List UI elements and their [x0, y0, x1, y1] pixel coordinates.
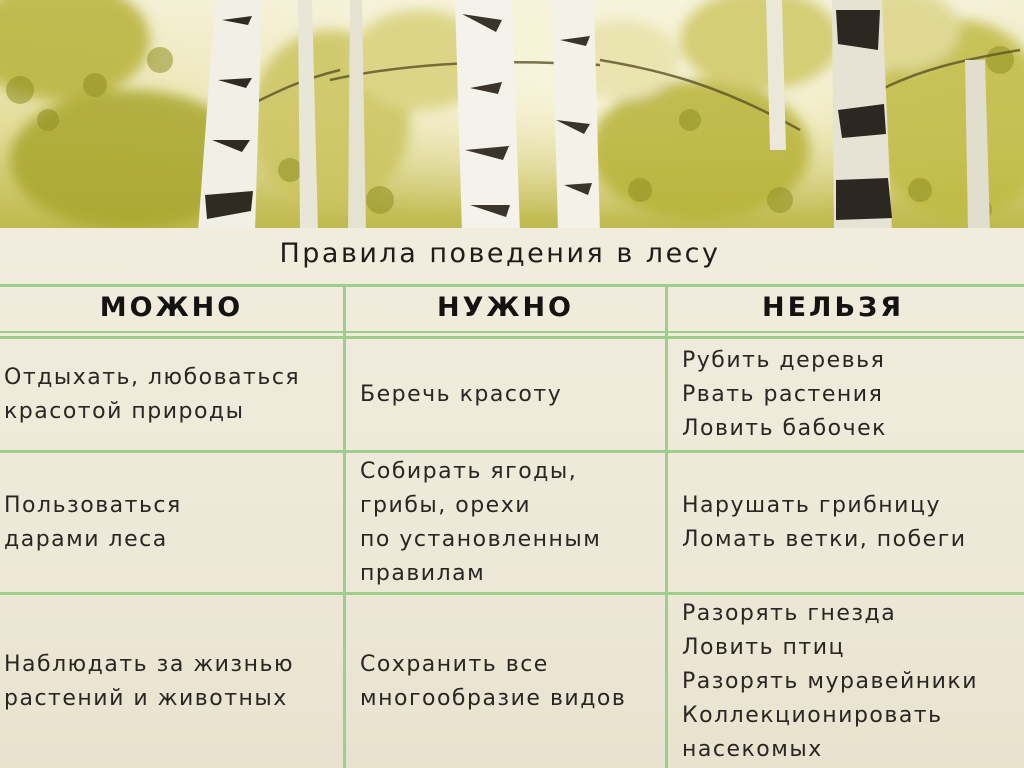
cell-line: грибы, орехи	[360, 492, 532, 518]
cell-line: Сохранить все	[360, 651, 549, 677]
cell-line: Наблюдать за жизнью	[4, 651, 294, 677]
table-column-divider	[343, 286, 346, 768]
column-header-forbidden: НЕЛЬЗЯ	[761, 292, 905, 323]
table-cell-can	[4, 595, 340, 768]
cell-line: насекомых	[682, 736, 823, 762]
cell-line: дарами леса	[4, 526, 168, 552]
table-border-under-header	[0, 331, 1024, 333]
cell-line: правилам	[360, 560, 486, 586]
birch-trunk	[552, 0, 600, 232]
cell-line: Пользоваться	[4, 492, 182, 518]
cell-line: по установленным	[360, 526, 602, 552]
cell-line: Беречь красоту	[360, 381, 563, 407]
cell-line: Разорять гнезда	[682, 600, 897, 626]
table-cell-can	[4, 453, 340, 592]
table-cell-can	[4, 339, 340, 450]
birch-trunk	[455, 0, 520, 232]
cell-line: Рубить деревья	[682, 347, 886, 373]
table-cell-forbidden	[682, 339, 1017, 450]
cell-line: Рвать растения	[682, 381, 884, 407]
cell-line: многообразие видов	[360, 685, 627, 711]
table-cell-must	[360, 453, 660, 592]
page-title: Правила поведения в лесу	[279, 238, 721, 269]
cell-line: красотой природы	[4, 398, 245, 424]
cell-line: Разорять муравейники	[682, 668, 979, 694]
cell-line: растений и животных	[4, 685, 288, 711]
table-cell-forbidden	[682, 595, 1017, 768]
cell-line: Ломать ветки, побеги	[682, 526, 967, 552]
cell-line: Ловить бабочек	[682, 415, 887, 441]
table-cell-forbidden	[682, 453, 1017, 592]
table-cell-must	[360, 595, 660, 768]
cell-line: Коллекционировать	[682, 702, 943, 728]
table-cell-must	[360, 339, 660, 450]
cell-line: Отдыхать, любоваться	[4, 364, 301, 390]
column-header-must: НУЖНО	[436, 292, 574, 323]
cell-line: Собирать ягоды,	[360, 458, 578, 484]
cell-line: Ловить птиц	[682, 634, 846, 660]
cell-line: Нарушать грибницу	[682, 492, 941, 518]
column-header-can: МОЖНО	[99, 292, 244, 323]
table-column-divider	[665, 286, 668, 768]
table-border-top	[0, 284, 1024, 287]
birch-forest-photo	[0, 0, 1024, 232]
